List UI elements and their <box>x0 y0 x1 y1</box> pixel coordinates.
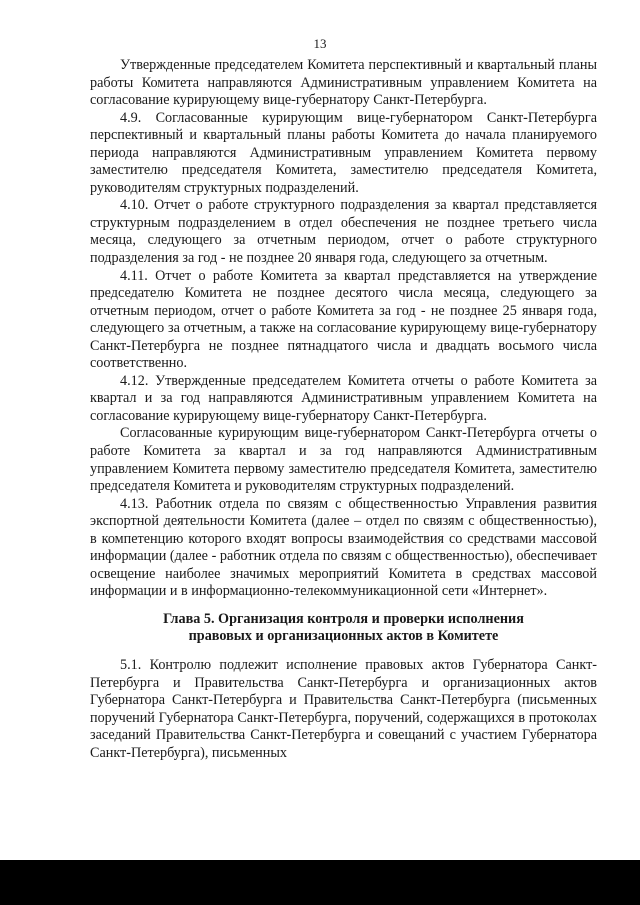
scan-black-border <box>0 860 640 905</box>
document-body <box>90 57 597 762</box>
page-number: 13 <box>313 36 327 51</box>
paragraph-agreed-reports: Согласованные курирующим вице-губернатором Санкт-Петербурга отчеты о работе Комитета за квартал и за год направляются Административным управлением Комитета первому заместителю председателя Комитета, заместителю председателя Комитета и руководителям структурных подразделений. <box>90 425 597 495</box>
paragraph-4-9: 4.9. Согласованные курирующим вице-губернатором Санкт-Петербурга перспективный и квартальный планы работы Комитета до начала планируемого периода направляются Административным управлением Комитета первому заместителю председателя Комитета, заместителю председателя Комитета, руководителям структурных подразделений. <box>90 109 597 196</box>
chapter-heading-line-1: Глава 5. Организация контроля и проверки исполнения <box>163 610 524 627</box>
paragraph-4-11: 4.11. Отчет о работе Комитета за квартал представляется на утверждение председателю Комитета не позднее десятого числа месяца, следующего за отчетным периодом, отчет о работе Комитета за год - не позднее 25 января года, следующего за отчетным, а также на согласование курирующему вице-губернатору Санкт-Петербурга не позднее пятнадцатого числа и двадцать восьмого числа соответственно. <box>90 267 597 372</box>
paragraph-5-1: 5.1. Контролю подлежит исполнение правовых актов Губернатора Санкт-Петербурга и Правительства Санкт-Петербурга и организационных актов Губернатора Санкт-Петербурга и Правительства Санкт-Петербурга (письменных поручений Губернатора Санкт-Петербурга, поручений, содержащихся в протоколах заседаний Правительства Санкт-Петербурга и совещаний с участием Губернатора Санкт-Петербурга), письменных <box>90 656 597 761</box>
chapter-5-heading <box>90 611 597 646</box>
paragraph-4-10: 4.10. Отчет о работе структурного подразделения за квартал представляется структурным подразделением в отдел обеспечения не позднее третьего числа месяца, следующего за отчетным периодом, отчет о работе структурного подразделения за год - не позднее 20 января года, следующего за отчетным. <box>90 197 597 267</box>
paragraph-4-12: 4.12. Утвержденные председателем Комитета отчеты о работе Комитета за квартал и за год направляются Административным управлением Комитета на согласование курирующему вице-губернатору Санкт-Петербурга. <box>90 372 597 424</box>
chapter-heading-line-2: правовых и организационных актов в Комитете <box>188 628 499 645</box>
paragraph-plans-approval: Утвержденные председателем Комитета перспективный и квартальный планы работы Комитета направляются Административным управлением Комитета на согласование курирующему вице-губернатору Санкт-Петербурга. <box>90 57 597 109</box>
paragraph-4-13: 4.13. Работник отдела по связям с общественностью Управления развития экспортной деятельности Комитета (далее – отдел по связям с общественностью), в компетенцию которого входят вопросы взаимодействия со средствами массовой информации (далее - работник отдела по связям с общественностью), обеспечивает освещение наиболее значимых мероприятий Комитета в средствах массовой информации и в информационно-телекоммуникационной сети «Интернет». <box>90 495 597 600</box>
